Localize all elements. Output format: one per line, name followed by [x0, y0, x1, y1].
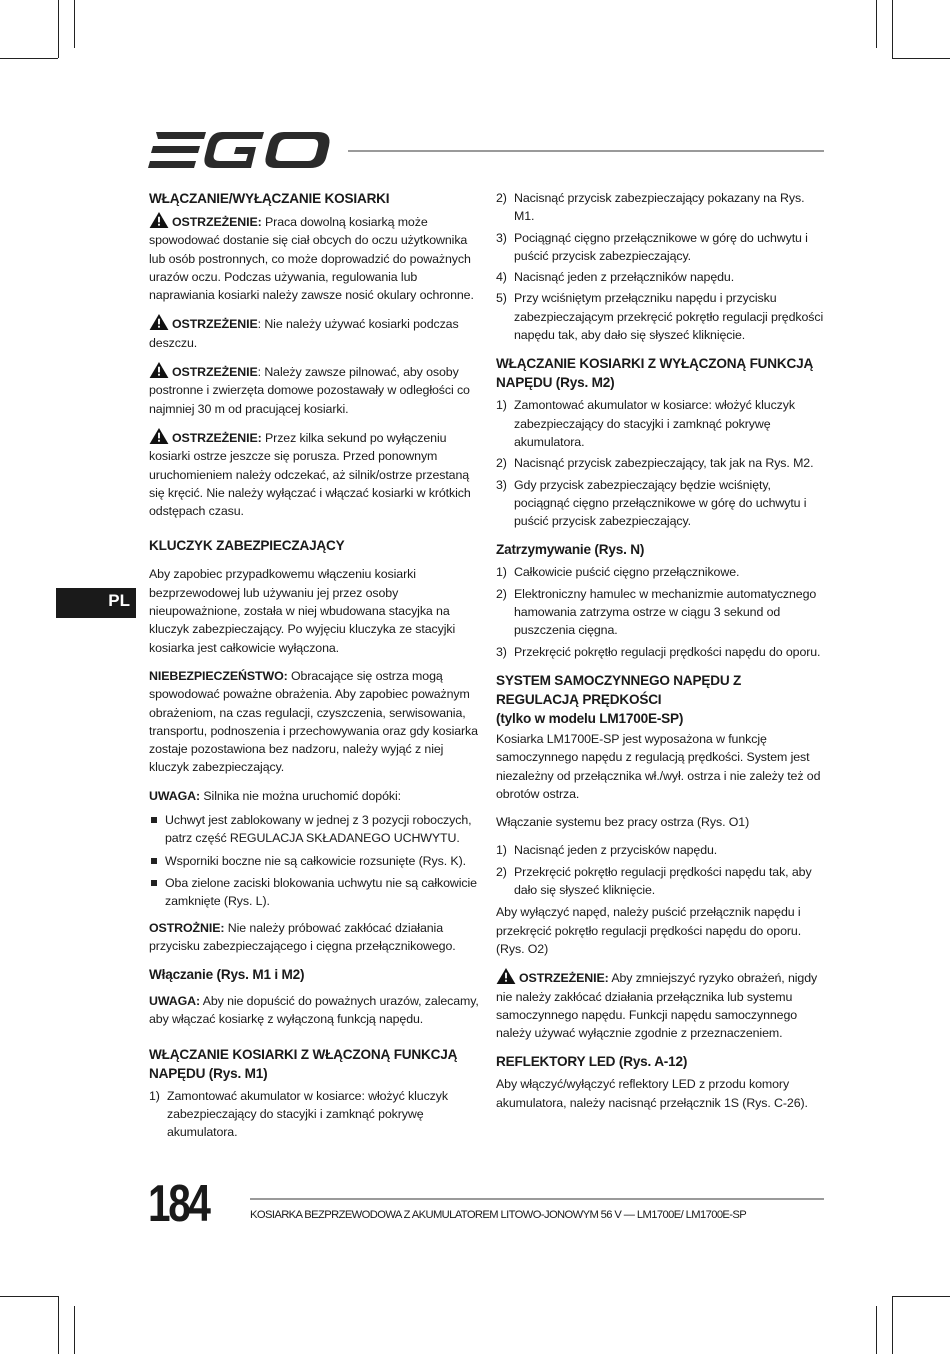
warning-icon [149, 314, 169, 330]
list-item: 3) Przekręcić pokrętło regulacji prędkości napędu do oporu. [496, 644, 821, 659]
crop-mark [0, 1296, 58, 1297]
warning-label: OSTRZEŻENIE [172, 317, 258, 332]
list-item: 1) Całkowicie puścić cięgno przełącznikowe. [496, 565, 740, 580]
warning-text: Przez kilka sekund po wyłączeniu kosiarki ostrze jeszcze się porusza. Przed ponownym uruchomieniem należy odczekać, aż silnik/ostrze przestaną się kręcić. Nie należy wyłączać i włączać kosiarki w krótkich odstępach czasu. [149, 430, 471, 519]
body-paragraph: Kosiarka LM1700E-SP jest wyposażona w funkcję samoczynnego napędu z regulacją prędkości. System jest niezależny od przełącznika wł./wył. ostrza i nie zależy też od obrotów ostrza. [496, 731, 821, 801]
crop-mark [892, 0, 893, 58]
list-item: 2) Przekręcić pokrętło regulacji prędkości napędu tak, aby dało się słyszeć kliknięcie. [496, 864, 812, 898]
left-column [149, 189, 479, 1152]
body-paragraph: Aby zapobiec przypadkowemu włączeniu kosiarki bezprzewodowej lub używaniu jej przez osoby nieupoważnione, została w niej wbudowana stacyjka na kluczyk zabezpieczający. Po wyjęciu kluczyka ze stacyjki kosiarka jest całkowicie wyłączona. [149, 567, 456, 655]
section-title: WŁĄCZANIE KOSIARKI Z WYŁĄCZONĄ FUNKCJĄ NAPĘDU (Rys. M2) [496, 356, 814, 391]
list-item: 1) Zamontować akumulator w kosiarce: włożyć kluczyk zabezpieczający do stacyjki i zamknąć pokrywę akumulatora. [149, 1088, 448, 1140]
section-title: WŁĄCZANIE KOSIARKI Z WŁĄCZONĄ FUNKCJĄ NAPĘDU (Rys. M1) [149, 1046, 458, 1081]
steps-list [496, 189, 826, 344]
warning-paragraph [149, 314, 479, 352]
crop-mark [876, 1306, 877, 1354]
steps-list [496, 563, 826, 660]
section-title: KLUCZYK ZABEZPIECZAJĄCY [149, 538, 345, 554]
warning-paragraph [496, 968, 826, 1042]
note-text: Aby nie dopuścić do poważnych urazów, zalecamy, aby włączać kosiarkę z wyłączoną funkcją napędu. [149, 994, 479, 1027]
crop-mark [74, 0, 75, 48]
language-tab-label: PL [108, 591, 130, 610]
crop-mark [74, 1306, 75, 1354]
warning-text: : Należy zawsze pilnować, aby osoby postronne i zwierzęta domowe pozostawały w odległości co najmniej 30 m od pracującej kosiarki. [149, 365, 470, 416]
footer-rule [250, 1198, 824, 1200]
steps-list [149, 1087, 479, 1142]
caution-label: OSTROŻNIE: [149, 920, 225, 935]
crop-mark [892, 1296, 950, 1297]
crop-mark [892, 1296, 893, 1354]
warning-icon [149, 428, 169, 444]
section-title-line: (tylko w modelu LM1700E-SP) [496, 710, 684, 726]
warning-text: Aby zmniejszyć ryzyko obrażeń, nigdy nie należy zakłócać działania przełącznika lub systemu samoczynnego napędu. Funkcji napędu samoczynnego należy używać wyłącznie zgodnie z przeznaczeniem. [496, 971, 818, 1041]
section-title: WŁĄCZANIE/WYŁĄCZANIE KOSIARKI [149, 191, 390, 206]
section-title: REFLEKTORY LED (Rys. A-12) [496, 1054, 688, 1070]
warning-label: OSTRZEŻENIE [172, 365, 258, 380]
note-text: Silnika nie można uruchomić dopóki: [200, 788, 401, 803]
steps-list [496, 396, 826, 530]
danger-text: Obracające się ostrza mogą spowodować poważne obrażenia. Aby zapobiec poważnym obrażeniom, na czas regulacji, czyszczenia, serwisowania, transportu, podnoszenia i przechowywania oraz gdy kosiarka zostaje pozostawiona bez nadzoru, należy wyjąć z niej kluczyk zabezpieczający. [149, 668, 478, 775]
warning-icon [149, 362, 169, 378]
note-label: UWAGA: [149, 788, 201, 803]
steps-list [496, 841, 826, 899]
warning-icon [149, 212, 169, 228]
list-item: Wsporniki boczne nie są całkowicie rozsunięte (Rys. K). [149, 852, 479, 870]
list-item: 5) Przy wciśniętym przełączniku napędu i przycisku zabezpieczającym przekręcić pokrętło regulacji prędkości napędu tak, aby dało się słyszeć kliknięcie. [496, 291, 824, 343]
warning-label: OSTRZEŻENIE: [172, 430, 262, 445]
list-item: 3) Gdy przycisk zabezpieczający będzie wciśnięty, pociągnąć cięgno przełącznikowe w górę do uchwytu i puścić przycisk zabezpieczający. [496, 477, 807, 529]
warning-paragraph [149, 362, 479, 418]
header-rule [348, 150, 824, 152]
warning-label: OSTRZEŻENIE: [519, 971, 609, 986]
language-tab [56, 588, 136, 618]
list-item: 3) Pociągnąć cięgno przełącznikowe w górę do uchwytu i puścić przycisk zabezpieczający. [496, 230, 808, 263]
warning-text: : Nie należy używać kosiarki podczas deszczu. [149, 317, 459, 350]
crop-mark [892, 58, 950, 59]
danger-label: NIEBEZPIECZEŃSTWO: [149, 668, 288, 683]
warning-text: Praca dowolną kosiarką może spowodować dostanie się ciał obcych do oczu użytkownika lub osób postronnych, co może doprowadzić do poważnych urazów oczu. Podczas używania, regulowania lub naprawiania kosiarki należy zawsze nosić okulary ochronne. [149, 215, 474, 303]
list-item: 4) Nacisnąć jeden z przełączników napędu. [496, 270, 735, 285]
warning-label: OSTRZEŻENIE: [172, 215, 262, 229]
right-column [496, 189, 826, 1122]
crop-mark [58, 1296, 59, 1354]
section-title: Zatrzymywanie (Rys. N) [496, 542, 645, 558]
list-item: 2) Nacisnąć przycisk zabezpieczający pokazany na Rys. M1. [496, 191, 805, 224]
body-paragraph: Aby włączyć/wyłączyć reflektory LED z przodu komory akumulatora, należy nacisnąć przełącznik 1S (Rys. C-26). [496, 1077, 808, 1110]
crop-mark [0, 58, 58, 59]
body-paragraph: Aby wyłączyć napęd, należy puścić przełącznik napędu i przekręcić pokrętło regulacji prędkości napędu do oporu. (Rys. O2) [496, 905, 802, 956]
section-title [496, 671, 826, 728]
list-item: 1) Zamontować akumulator w kosiarce: włożyć kluczyk zabezpieczający do stacyjki i zamknąć pokrywę akumulatora. [496, 398, 795, 449]
note-label: UWAGA: [149, 994, 201, 1009]
section-title-line: SYSTEM SAMOCZYNNEGO NAPĘDU Z REGULACJĄ PRĘDKOŚCI [496, 672, 742, 707]
danger-paragraph [149, 667, 479, 777]
crop-mark [58, 0, 59, 58]
ego-logo [148, 130, 332, 172]
caution-paragraph [149, 919, 479, 956]
condition-list [149, 811, 479, 910]
caution-text: Nie należy próbować zakłócać działania przycisku zabezpieczającego i cięgna przełącznikowego. [149, 920, 456, 953]
footer-text: KOSIARKA BEZPRZEWODOWA Z AKUMULATOREM LITOWO-JONOWYM 56 V — LM1700E/ LM1700E-SP [250, 1209, 747, 1221]
warning-paragraph [149, 428, 479, 520]
warning-icon [496, 968, 516, 984]
list-item: 2) Elektroniczny hamulec w mechanizmie automatycznego hamowania zatrzyma ostrze w ciągu 3 sekund od puszczenia cięgna. [496, 586, 817, 638]
list-item: 2) Nacisnąć przycisk zabezpieczający, tak jak na Rys. M2. [496, 456, 814, 471]
page-number: 184 [148, 1175, 209, 1233]
note-paragraph [149, 992, 479, 1029]
warning-paragraph [149, 212, 479, 304]
body-paragraph: Włączanie systemu bez pracy ostrza (Rys. O1) [496, 815, 750, 830]
note-paragraph [149, 787, 479, 805]
list-item: Oba zielone zaciski blokowania uchwytu nie są całkowicie zamknięte (Rys. L). [149, 874, 479, 911]
list-item: Uchwyt jest zablokowany w jednej z 3 pozycji roboczych, patrz część REGULACJA SKŁADANEGO UCHWYTU. [149, 811, 479, 848]
crop-mark [876, 0, 877, 48]
section-title: Włączanie (Rys. M1 i M2) [149, 967, 305, 983]
list-item: 1) Nacisnąć jeden z przycisków napędu. [496, 843, 718, 858]
